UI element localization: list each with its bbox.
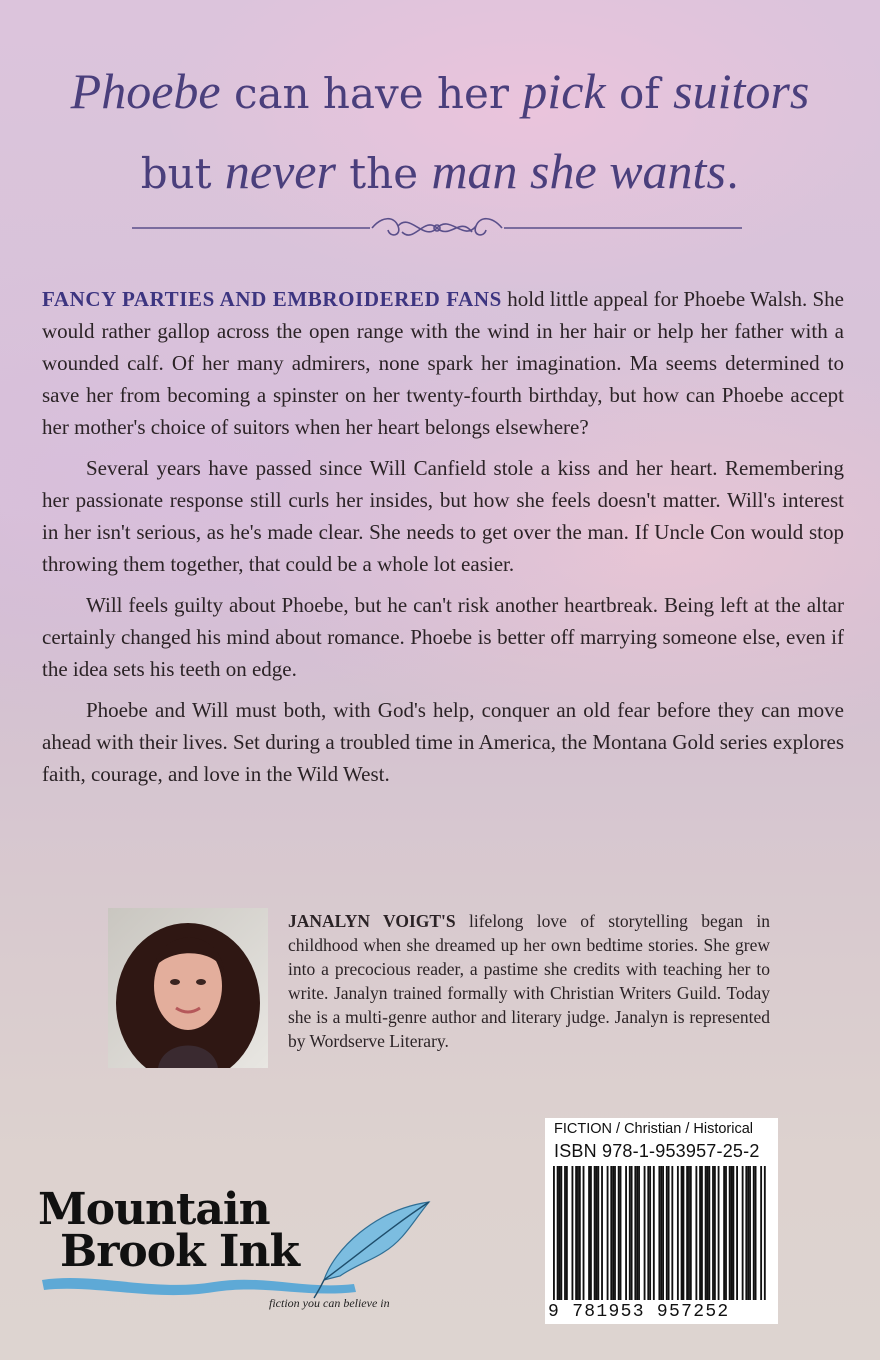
blurb-paragraph-3: Will feels guilty about Phoebe, but he can't risk another heartbreak. Being left at the altar certainly changed his mind about romance. Phoebe is better off marrying someone else, even if the idea sets his teeth on edge. <box>42 593 844 681</box>
blurb-lead: FANCY PARTIES AND EMBROIDERED FANS <box>42 287 502 311</box>
tagline-period: . <box>725 149 740 198</box>
tagline-pick: pick <box>522 63 606 119</box>
publisher-logo <box>34 1180 454 1330</box>
barcode-box <box>545 1118 778 1324</box>
tagline-text: the <box>349 149 419 198</box>
tagline-text: of <box>618 69 660 118</box>
isbn-text: ISBN 978-1-953957-25-2 <box>554 1141 760 1161</box>
tagline-man-she-wants: man she wants <box>431 143 726 199</box>
barcode-bars <box>545 1166 778 1304</box>
tagline-text: can have her <box>233 69 509 118</box>
tagline-never: never <box>224 143 336 199</box>
blurb-paragraph-4: Phoebe and Will must both, with God's help, conquer an old fear before they can move ahead with their lives. Set during a troubled time in America, the Montana Gold series explores faith, courage, and love in the Wild West. <box>42 698 844 786</box>
tagline-line-1 <box>0 62 880 120</box>
publisher-slogan: fiction you can believe in <box>269 1296 390 1310</box>
blurb-paragraph-2: Several years have passed since Will Canfield stole a kiss and her heart. Remembering her passionate response still curls her insides, but how she feels doesn't matter. Will's interest in her isn't serious, as he's made clear. She needs to get over the man. If Uncle Con would stop throwing them together, that could be a whole lot easier. <box>42 456 844 576</box>
author-photo <box>108 908 268 1068</box>
author-bio <box>288 909 770 1053</box>
bisac-category: FICTION / Christian / Historical <box>554 1121 753 1137</box>
author-name: JANALYN VOIGT'S <box>288 911 456 931</box>
publisher-name-line-2: Brook Ink <box>60 1226 299 1277</box>
tagline-phoebe: Phoebe <box>70 63 221 119</box>
tagline-text: but <box>140 149 212 198</box>
author-bio-text: lifelong love of storytelling began in childhood when she dreamed up her own bedtime stories. She grew into a precocious reader, a pastime she credits with teaching her to write. Janalyn trained formally with Christian Writers Guild. Today she is a multi-genre author and literary judge. Janalyn is represented by Wordserve Literary. <box>288 911 771 1051</box>
blurb-paragraph-1 <box>42 283 844 443</box>
tagline-suitors: suitors <box>673 63 810 119</box>
publisher-name-line-1: Mountain <box>38 1184 270 1235</box>
barcode-digits: 9 781953 957252 <box>548 1302 730 1322</box>
tagline-line-2 <box>0 142 880 200</box>
book-blurb <box>42 283 844 799</box>
blurb-p1-text: hold little appeal for Phoebe Walsh. She would rather gallop across the open range with the wind in her hair or help her father with a wounded calf. Of her many admirers, none spark her imagination. Ma seems determined to save her from becoming a spinster on her twenty-fourth birthday, but how can Phoebe accept her mother's choice of suitors when her heart belongs elsewhere? <box>42 287 844 439</box>
ornamental-divider <box>132 208 742 248</box>
